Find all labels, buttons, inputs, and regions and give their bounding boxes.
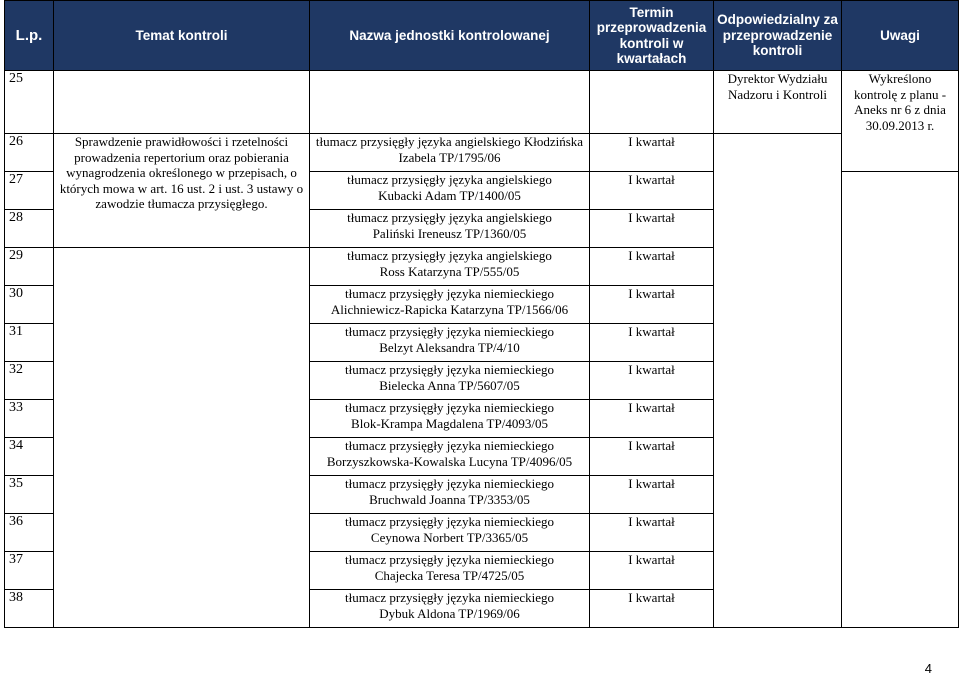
row-lp: 33 [5,400,54,438]
row-nazwa [310,71,590,134]
row-lp: 31 [5,324,54,362]
row-termin: I kwartał [590,362,714,400]
row-lp: 35 [5,476,54,514]
row-nazwa [310,476,590,514]
table-row [5,71,959,134]
nazwa-line-1: tłumacz przysięgły języka niemieckiego [345,590,554,605]
row-termin: I kwartał [590,552,714,590]
nazwa-line-2: Chajecka Teresa TP/4725/05 [374,567,525,583]
row-lp: 30 [5,286,54,324]
row-nazwa [310,590,590,628]
header-termin: Termin przeprowadzenia kontroli w kwartałach [590,1,714,71]
row-lp: 25 [5,71,54,134]
row-nazwa [310,210,590,248]
nazwa-line-2: Paliński Ireneusz TP/1360/05 [372,225,527,241]
row-termin: I kwartał [590,438,714,476]
nazwa-line-1: tłumacz przysięgły języka niemieckiego [345,324,554,339]
table-header-row [5,1,959,71]
nazwa-line-1: tłumacz przysięgły języka angielskiego [347,210,552,225]
nazwa-line-2: Bruchwald Joanna TP/3353/05 [369,491,530,507]
nazwa-line-2: Alichniewicz-Rapicka Katarzyna TP/1566/06 [330,301,569,317]
row-temat [54,71,310,134]
row-termin: I kwartał [590,400,714,438]
row-termin: I kwartał [590,590,714,628]
table-row [5,134,959,172]
nazwa-line-2: Belzyt Aleksandra TP/4/10 [379,339,520,355]
row-termin: I kwartał [590,210,714,248]
row-termin: I kwartał [590,514,714,552]
nazwa-line-2: Borzyszkowska-Kowalska Lucyna TP/4096/05 [326,453,573,469]
nazwa-line-1: tłumacz przysięgły języka angielskiego [347,172,552,187]
nazwa-line-1: tłumacz przysięgły języka niemieckiego [345,400,554,415]
nazwa-line-1: tłumacz przysięgły języka niemieckiego [345,438,554,453]
row-termin: I kwartał [590,248,714,286]
row-lp: 38 [5,590,54,628]
row-lp: 27 [5,172,54,210]
header-nazwa: Nazwa jednostki kontrolowanej [310,1,590,71]
row-nazwa [310,324,590,362]
row-nazwa [310,514,590,552]
row-termin [590,71,714,134]
nazwa-line-2: Bielecka Anna TP/5607/05 [379,377,520,393]
group-topic: Sprawdzenie prawidłowości i rzetelności prowadzenia repertorium oraz pobierania wynagrodzenia określonego w przepisach, o których mowa w art. 16 ust. 2 i ust. 3 ustawy o zawodzie tłumacza przysięgłego. [54,134,310,248]
row-termin: I kwartał [590,324,714,362]
row-odpowiedzialny [714,134,842,628]
nazwa-line-2: Izabela TP/1795/06 [398,149,501,165]
row-lp: 26 [5,134,54,172]
nazwa-line-1: tłumacz przysięgły języka angielskiego Kłodzińska [315,134,584,149]
row-nazwa [310,248,590,286]
nazwa-line-1: tłumacz przysięgły języka angielskiego [347,248,552,263]
row-lp: 34 [5,438,54,476]
row-uwagi: Wykreślono kontrolę z planu - Aneks nr 6 z dnia 30.09.2013 r. [842,71,959,172]
nazwa-line-2: Kubacki Adam TP/1400/05 [378,187,521,203]
row-termin: I kwartał [590,134,714,172]
row-nazwa [310,438,590,476]
row-lp: 32 [5,362,54,400]
page-number: 4 [924,661,932,676]
header-uwagi: Uwagi [842,1,959,71]
control-plan-table [4,0,959,628]
nazwa-line-2: Ceynowa Norbert TP/3365/05 [370,529,529,545]
nazwa-line-1: tłumacz przysięgły języka niemieckiego [345,514,554,529]
row-lp: 37 [5,552,54,590]
row-temat [54,248,310,628]
nazwa-line-1: tłumacz przysięgły języka niemieckiego [345,476,554,491]
row-lp: 28 [5,210,54,248]
row-termin: I kwartał [590,476,714,514]
nazwa-line-1: tłumacz przysięgły języka niemieckiego [345,286,554,301]
row-termin: I kwartał [590,286,714,324]
row-nazwa [310,134,590,172]
row-lp: 36 [5,514,54,552]
nazwa-line-2: Ross Katarzyna TP/555/05 [379,263,520,279]
row-odpowiedzialny: Dyrektor Wydziału Nadzoru i Kontroli [714,71,842,134]
row-nazwa [310,362,590,400]
row-uwagi [842,172,959,628]
row-nazwa [310,400,590,438]
nazwa-line-1: tłumacz przysięgły języka niemieckiego [345,362,554,377]
nazwa-line-2: Dybuk Aldona TP/1969/06 [379,605,520,621]
row-nazwa [310,286,590,324]
nazwa-line-2: Blok-Krampa Magdalena TP/4093/05 [351,415,548,431]
row-lp: 29 [5,248,54,286]
row-nazwa [310,172,590,210]
header-lp: L.p. [5,1,54,71]
header-odpowiedzialny: Odpowiedzialny za przeprowadzenie kontroli [714,1,842,71]
row-nazwa [310,552,590,590]
nazwa-line-1: tłumacz przysięgły języka niemieckiego [345,552,554,567]
row-termin: I kwartał [590,172,714,210]
header-temat: Temat kontroli [54,1,310,71]
